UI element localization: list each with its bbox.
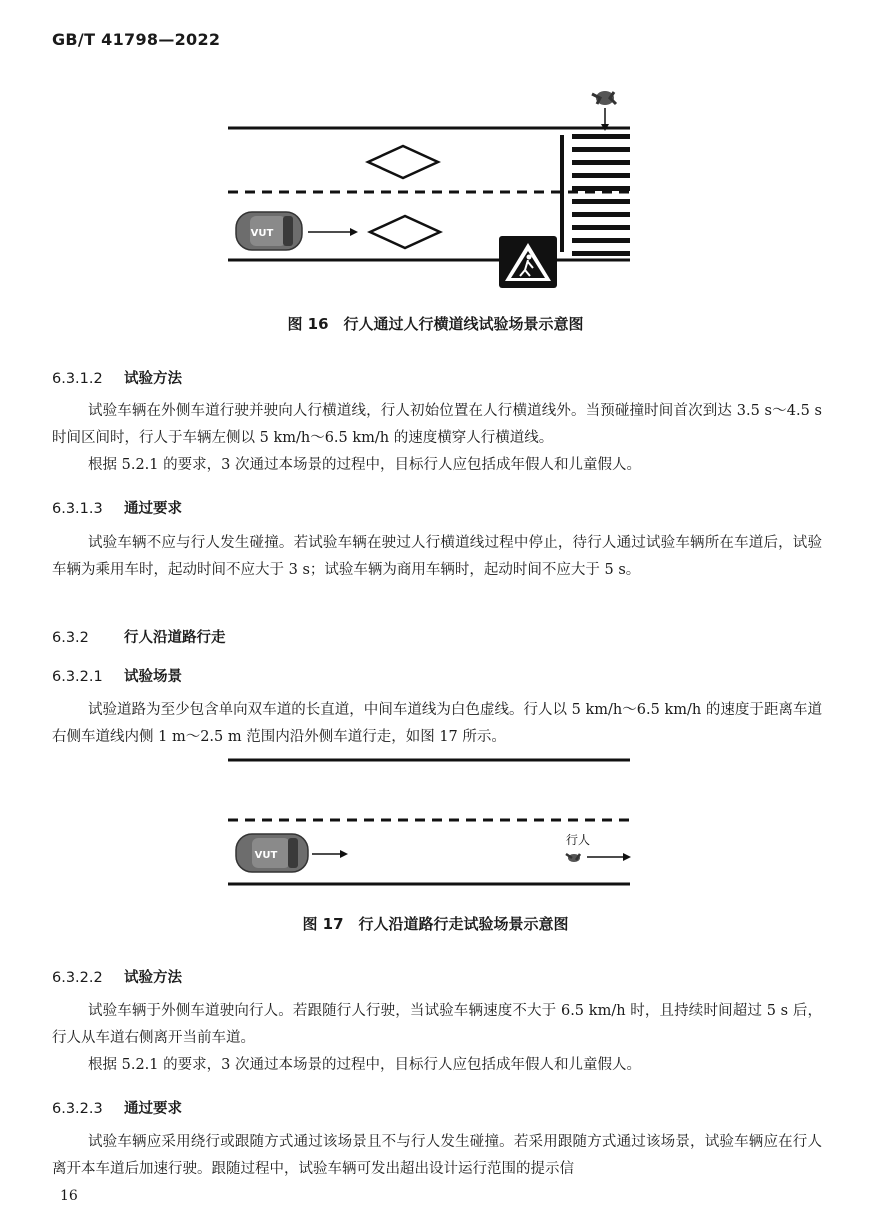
diamond-marking-upper: [368, 146, 438, 178]
vehicle-vut-icon: [236, 212, 302, 250]
pedestrian-icon: [592, 91, 616, 105]
page-number: 16: [60, 1188, 78, 1204]
paragraph-test-scenario: 试验道路为至少包含单向双车道的长直道，中间车道线为白色虚线。行人以 5 km/h～6.5 km/h 的速度于距离车道右侧车道线内侧 1 m～2.5 m 范围内沿外侧车道行走，如图 17 所示。: [52, 702, 822, 745]
paragraph-test-method-1: 试验车辆在外侧车道行驶并驶向人行横道线，行人初始位置在人行横道线外。当预碰撞时间首次到达 3.5 s～4.5 s 时间区间时，行人于车辆左侧以 5 km/h～6.5 km/h 的速度横穿人行横道线。: [52, 403, 822, 446]
vehicle-vut-icon: [236, 834, 308, 872]
section-heading-6-3-1-2: 6.3.1.2 试验方法: [52, 371, 182, 387]
figure-16-caption: 图 16 行人通过人行横道线试验场景示意图: [287, 315, 584, 333]
paragraph-test-method-4: 根据 5.2.1 的要求，3 次通过本场景的过程中，目标行人应包括成年假人和儿童假人。: [88, 1057, 641, 1073]
section-heading-6-3-1-3: 6.3.1.3 通过要求: [52, 501, 182, 517]
paragraph-test-method-2: 根据 5.2.1 的要求，3 次通过本场景的过程中，目标行人应包括成年假人和儿童假人。: [88, 457, 641, 473]
figure-17-diagram: [0, 750, 871, 900]
paragraph-pass-requirement: 试验车辆不应与行人发生碰撞。若试验车辆在驶过人行横道线过程中停止，待行人通过试验车辆所在车道后，试验车辆为乘用车时，起动时间不应大于 3 s；试验车辆为商用车辆时，起动时间不应大于 5 s。: [52, 535, 822, 578]
vehicle-label: VUT: [254, 850, 278, 861]
section-heading-6-3-2-1: 6.3.2.1 试验场景: [52, 669, 182, 685]
section-heading-6-3-2: 6.3.2 行人沿道路行走: [52, 630, 226, 646]
pedestrian-label: 行人: [565, 833, 591, 847]
paragraph-pass-requirement-2: 试验车辆应采用绕行或跟随方式通过该场景且不与行人发生碰撞。若采用跟随方式通过该场景，试验车辆应在行人离开本车道后加速行驶。跟随过程中，试验车辆可发出超出设计运行范围的提示信: [52, 1134, 822, 1177]
paragraph-test-method-3: 试验车辆于外侧车道驶向行人。若跟随行人行驶，当试验车辆速度不大于 6.5 km/h 时，且持续时间超过 5 s 后，行人从车道右侧离开当前车道。: [52, 1003, 822, 1046]
section-heading-6-3-2-2: 6.3.2.2 试验方法: [52, 970, 182, 986]
standard-number: GB/T 41798—2022: [52, 30, 221, 49]
figure-17-caption: 图 17 行人沿道路行走试验场景示意图: [302, 915, 569, 933]
figure-16-diagram: [0, 0, 871, 300]
vehicle-label: VUT: [250, 228, 274, 239]
zebra-crossing: [572, 134, 630, 256]
section-heading-6-3-2-3: 6.3.2.3 通过要求: [52, 1101, 182, 1117]
pedestrian-icon: [566, 854, 580, 862]
pedestrian-crossing-sign-icon: [499, 236, 557, 288]
diamond-marking-lower: [370, 216, 440, 248]
